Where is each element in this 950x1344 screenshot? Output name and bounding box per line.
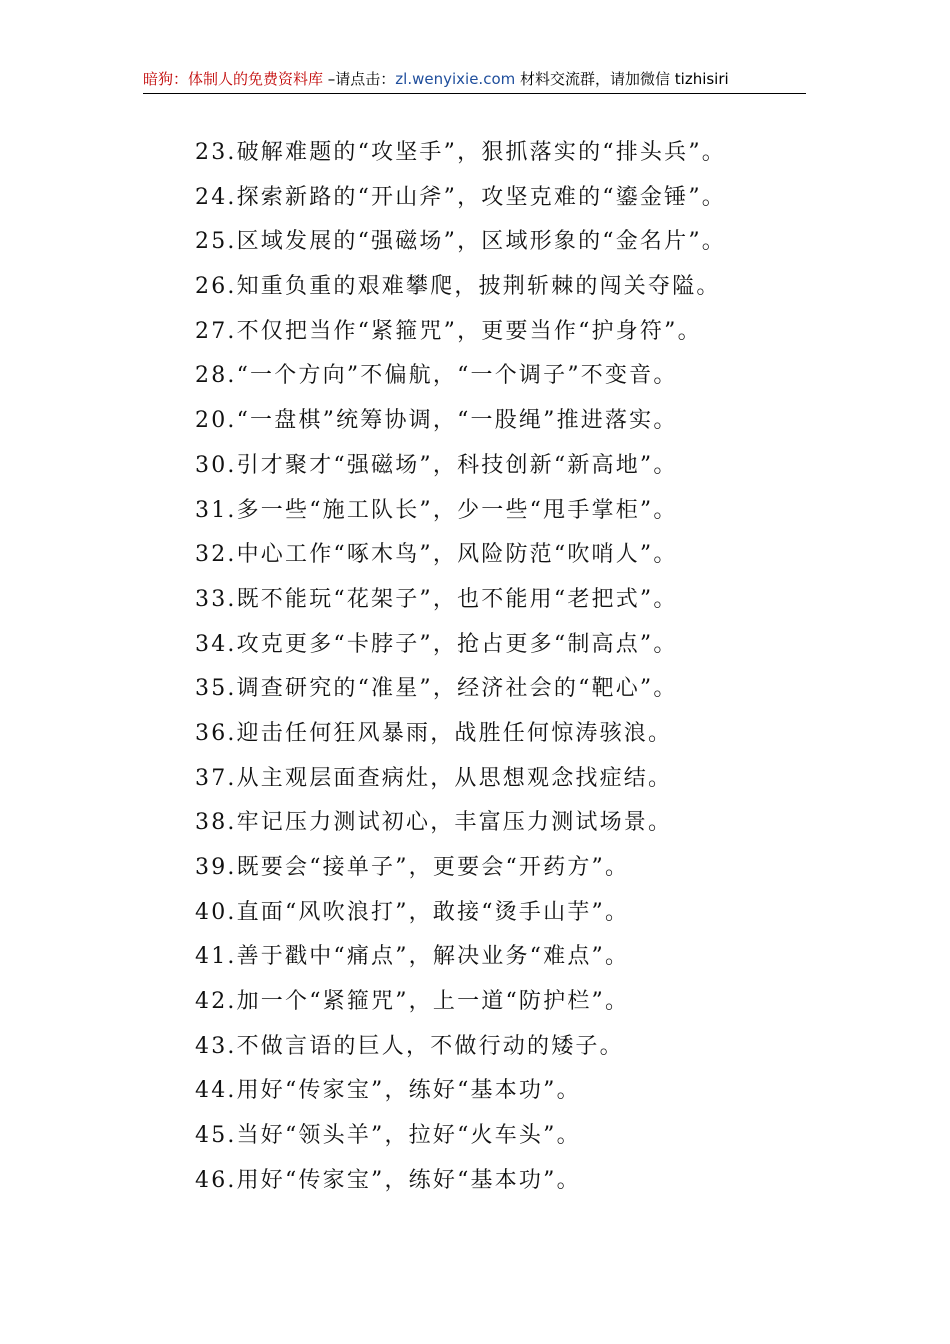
header-link[interactable]: zl.wenyixie.com xyxy=(395,70,516,88)
list-item: 44.用好“传家宝”，练好“基本功”。 xyxy=(195,1078,581,1104)
list-item: 36.迎击任何狂风暴雨，战胜任何惊涛骇浪。 xyxy=(195,720,673,746)
list-item: 41.善于戳中“痛点”，解决业务“难点”。 xyxy=(195,944,630,970)
list-item: 42.加一个“紧箍咒”，上一道“防护栏”。 xyxy=(195,989,630,1015)
list-item: 34.攻克更多“卡脖子”，抢占更多“制高点”。 xyxy=(195,631,678,657)
list-item: 39.既要会“接单子”，更要会“开药方”。 xyxy=(195,855,630,880)
list-item: 30.引才聚才“强磁场”，科技创新“新高地”。 xyxy=(195,452,678,478)
header-group-text: 材料交流群，请加微信 tizhisiri xyxy=(515,70,729,88)
list-item: 32.中心工作“啄木鸟”，风险防范“吹哨人”。 xyxy=(195,542,678,568)
page-header xyxy=(143,68,806,92)
list-item: 33.既不能玩“花架子”，也不能用“老把式”。 xyxy=(195,586,678,612)
list-item: 46.用好“传家宝”，练好“基本功”。 xyxy=(195,1167,581,1193)
list-item: 27.不仅把当作“紧箍咒”，更要当作“护身符”。 xyxy=(195,318,702,344)
header-click-prefix: –请点击： xyxy=(323,70,396,88)
list-item: 43.不做言语的巨人，不做行动的矮子。 xyxy=(195,1033,624,1059)
header-brand: 暗狗：体制人的免费资料库 xyxy=(143,70,324,88)
list-item: 25.区域发展的“强磁场”，区域形象的“金名片”。 xyxy=(195,229,726,255)
list-item: 20.“一盘棋”统筹协调，“一股绳”推进落实。 xyxy=(195,408,678,434)
phrase-list xyxy=(195,138,726,1211)
list-item: 23.破解难题的“攻坚手”，狠抓落实的“排头兵”。 xyxy=(195,140,726,165)
list-item: 28.“一个方向”不偏航，“一个调子”不变音。 xyxy=(195,363,678,389)
list-item: 40.直面“风吹浪打”，敢接“烫手山芋”。 xyxy=(195,899,630,925)
list-item: 37.从主观层面查病灶，从思想观念找症结。 xyxy=(195,765,673,791)
list-item: 38.牢记压力测试初心，丰富压力测试场景。 xyxy=(195,810,673,836)
list-item: 35.调查研究的“准星”，经济社会的“靶心”。 xyxy=(195,676,678,702)
header-divider xyxy=(143,93,806,94)
list-item: 31.多一些“施工队长”，少一些“甩手掌柜”。 xyxy=(195,497,678,523)
list-item: 24.探索新路的“开山斧”，攻坚克难的“鎏金锤”。 xyxy=(195,184,726,210)
list-item: 45.当好“领头羊”，拉好“火车头”。 xyxy=(195,1123,581,1149)
list-item: 26.知重负重的艰难攀爬，披荆斩棘的闯关夺隘。 xyxy=(195,274,721,300)
